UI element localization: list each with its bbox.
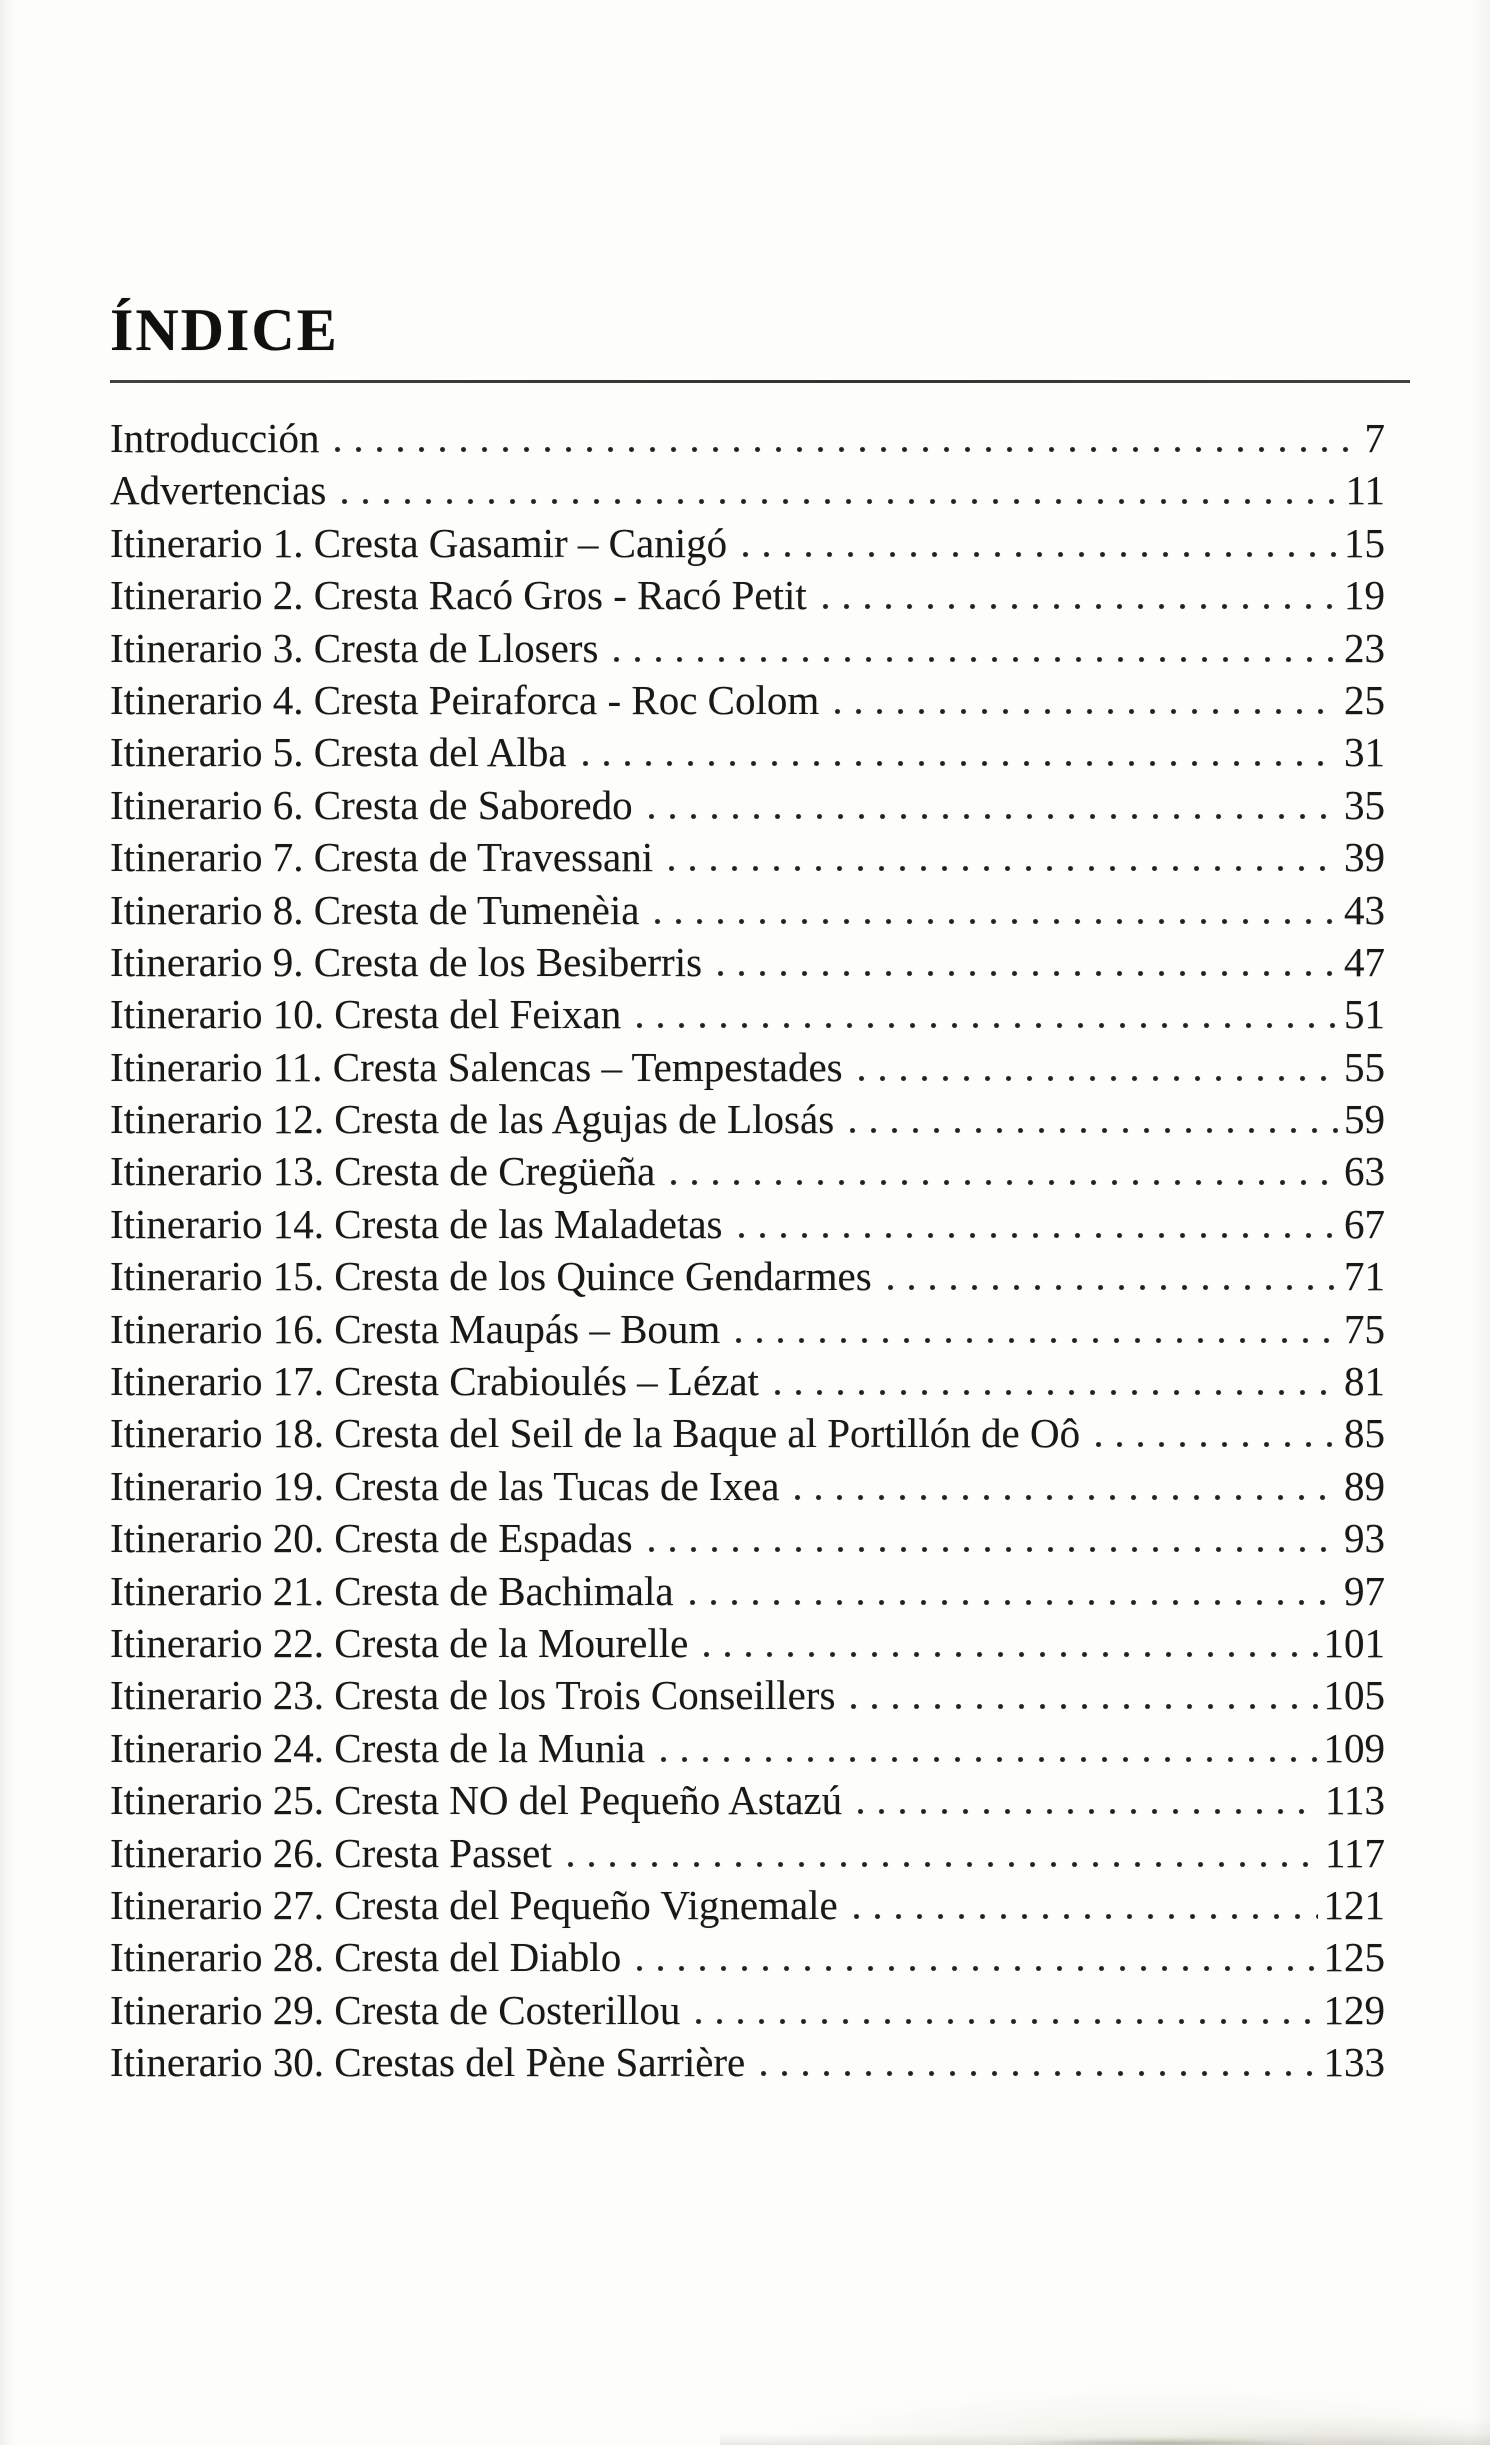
toc-entry-page: 117 [1325, 1829, 1385, 1876]
toc-entry [110, 1984, 1385, 2036]
toc-entry-label: Introducción [110, 415, 320, 461]
toc-entry-page: 113 [1325, 1777, 1385, 1824]
toc-entry-page: 121 [1323, 1881, 1385, 1928]
toc-entry-page: 59 [1344, 1096, 1385, 1143]
toc-entry-label: Itinerario 20. Cresta de Espadas [110, 1515, 633, 1562]
dot-leader [739, 1233, 1339, 1238]
toc-entry [110, 1093, 1385, 1145]
dot-leader [795, 1495, 1338, 1500]
dot-leader [649, 1547, 1338, 1552]
toc-entry [110, 1565, 1385, 1617]
toc-entry [110, 1145, 1385, 1197]
toc-entry [110, 831, 1385, 883]
toc-entry-page: 55 [1344, 1043, 1385, 1090]
toc-entry-label: Itinerario 17. Cresta Crabioulés – Lézat [110, 1358, 759, 1405]
dot-leader [637, 1023, 1338, 1028]
toc-entry-page: 11 [1345, 467, 1385, 514]
toc-entry [110, 988, 1385, 1040]
toc-entry [110, 1198, 1385, 1250]
toc-entry [110, 2036, 1385, 2088]
toc-entry-page: 67 [1344, 1200, 1385, 1247]
dot-leader [342, 499, 1339, 504]
toc-list [110, 412, 1410, 2089]
toc-entry-label: Itinerario 24. Cresta de la Munia [110, 1724, 646, 1771]
dot-leader [858, 1809, 1319, 1814]
toc-entry-page: 63 [1344, 1148, 1385, 1195]
toc-entry-page: 19 [1344, 572, 1385, 619]
dot-leader [649, 814, 1338, 819]
page-title: ÍNDICE [110, 297, 339, 363]
dot-leader [568, 1862, 1319, 1867]
toc-entry-page: 35 [1344, 781, 1385, 828]
toc-entry-label: Itinerario 19. Cresta de las Tucas de Ixea [110, 1462, 780, 1509]
toc-entry-page: 39 [1344, 834, 1385, 881]
toc-entry-label: Itinerario 4. Cresta Peiraforca - Roc Colom [110, 676, 820, 723]
toc-entry [110, 517, 1385, 569]
toc-entry-label: Itinerario 9. Cresta de los Besiberris [110, 938, 703, 985]
toc-entry-page: 89 [1344, 1462, 1385, 1509]
toc-entry-label: Advertencias [110, 467, 327, 514]
toc-entry-page: 71 [1344, 1253, 1385, 1300]
dot-leader [851, 1704, 1317, 1709]
toc-entry [110, 726, 1385, 778]
toc-entry-label: Itinerario 30. Crestas del Pène Sarrière [110, 2039, 746, 2086]
toc-entry-label: Itinerario 8. Cresta de Tumenèia [110, 886, 640, 933]
dot-leader [690, 1600, 1338, 1605]
toc-entry [110, 1879, 1385, 1931]
dot-leader [736, 1338, 1338, 1343]
toc-entry-label: Itinerario 2. Cresta Racó Gros - Racó Petit [110, 572, 807, 619]
toc-entry [110, 412, 1385, 464]
toc-entry [110, 674, 1385, 726]
toc-entry [110, 1931, 1385, 1983]
dot-leader [775, 1390, 1338, 1395]
toc-entry [110, 1041, 1385, 1093]
toc-entry-label: Itinerario 5. Cresta del Alba [110, 729, 567, 776]
toc-entry-page: 23 [1344, 624, 1385, 671]
toc-entry-page: 31 [1344, 729, 1385, 776]
toc-entry-label: Itinerario 12. Cresta de las Agujas de Llosás [110, 1096, 835, 1143]
toc-entry-page: 125 [1323, 1934, 1385, 1981]
toc-entry [110, 1250, 1385, 1302]
toc-entry-label: Itinerario 1. Cresta Gasamir – Canigó [110, 519, 728, 566]
toc-entry-label: Itinerario 7. Cresta de Travessani [110, 834, 654, 881]
dot-leader [583, 761, 1338, 766]
dot-leader [835, 709, 1338, 714]
toc-entry-page: 85 [1344, 1410, 1385, 1457]
toc-entry-label: Itinerario 21. Cresta de Bachimala [110, 1567, 674, 1614]
toc-entry-label: Itinerario 13. Cresta de Cregüeña [110, 1148, 656, 1195]
dot-leader [888, 1285, 1338, 1290]
toc-entry [110, 1355, 1385, 1407]
dot-leader [761, 2071, 1317, 2076]
dot-leader [614, 657, 1338, 662]
toc-entry-label: Itinerario 23. Cresta de los Trois Conseillers [110, 1672, 836, 1719]
toc-entry-page: 81 [1344, 1358, 1385, 1405]
toc-entry-label: Itinerario 15. Cresta de los Quince Gendarmes [110, 1253, 872, 1300]
dot-leader [669, 866, 1338, 871]
page-header [110, 294, 1410, 383]
toc-entry [110, 1722, 1385, 1774]
toc-entry-page: 97 [1344, 1567, 1385, 1614]
toc-entry-label: Itinerario 10. Cresta del Feixan [110, 991, 622, 1038]
toc-entry [110, 1774, 1385, 1826]
toc-entry-label: Itinerario 29. Cresta de Costerillou [110, 1986, 681, 2033]
toc-entry [110, 936, 1385, 988]
toc-entry-label: Itinerario 28. Cresta del Diablo [110, 1934, 622, 1981]
toc-entry [110, 622, 1385, 674]
toc-entry-page: 7 [1364, 415, 1385, 461]
toc-entry [110, 1669, 1385, 1721]
toc-entry-label: Itinerario 18. Cresta del Seil de la Baque al Portillón de Oô [110, 1410, 1081, 1457]
dot-leader [696, 2019, 1317, 2024]
toc-entry [110, 1827, 1385, 1879]
toc-entry [110, 884, 1385, 936]
dot-leader [1096, 1442, 1338, 1447]
dot-leader [743, 552, 1338, 557]
toc-entry-page: 25 [1344, 676, 1385, 723]
toc-entry [110, 1617, 1385, 1669]
toc-entry-page: 43 [1344, 886, 1385, 933]
dot-leader [704, 1652, 1317, 1657]
toc-entry-label: Itinerario 11. Cresta Salencas – Tempestades [110, 1043, 843, 1090]
toc-entry-label: Itinerario 6. Cresta de Saboredo [110, 781, 633, 828]
dot-leader [661, 1757, 1317, 1762]
toc-entry [110, 569, 1385, 621]
toc-entry [110, 464, 1385, 516]
toc-entry-page: 93 [1344, 1515, 1385, 1562]
dot-leader [671, 1180, 1338, 1185]
dot-leader [718, 971, 1338, 976]
toc-entry-page: 101 [1323, 1619, 1385, 1666]
toc-entry-label: Itinerario 27. Cresta del Pequeño Vignemale [110, 1881, 838, 1928]
toc-entry [110, 779, 1385, 831]
toc-entry [110, 1460, 1385, 1512]
toc-entry-page: 129 [1323, 1986, 1385, 2033]
dot-leader [850, 1128, 1338, 1133]
dot-leader [823, 604, 1338, 609]
toc-entry-page: 109 [1323, 1724, 1385, 1771]
dot-leader [859, 1076, 1338, 1081]
toc-entry [110, 1512, 1385, 1564]
toc-entry-label: Itinerario 16. Cresta Maupás – Boum [110, 1305, 721, 1352]
toc-entry-label: Itinerario 26. Cresta Passet [110, 1829, 552, 1876]
toc-entry [110, 1407, 1385, 1459]
toc-entry-page: 47 [1344, 938, 1385, 985]
scan-artifact [1010, 2438, 1310, 2445]
toc-entry-page: 75 [1344, 1305, 1385, 1352]
toc-entry-page: 15 [1344, 519, 1385, 566]
toc-entry-page: 51 [1344, 991, 1385, 1038]
toc-entry-page: 133 [1323, 2039, 1385, 2086]
dot-leader [637, 1966, 1317, 1971]
dot-leader [335, 447, 1358, 452]
dot-leader [655, 919, 1338, 924]
toc-entry-label: Itinerario 14. Cresta de las Maladetas [110, 1200, 723, 1247]
toc-entry [110, 1303, 1385, 1355]
dot-leader [854, 1914, 1318, 1919]
toc-entry-label: Itinerario 25. Cresta NO del Pequeño Astazú [110, 1777, 843, 1824]
toc-entry-page: 105 [1323, 1672, 1385, 1719]
toc-entry-label: Itinerario 22. Cresta de la Mourelle [110, 1619, 689, 1666]
title-divider [110, 380, 1410, 383]
toc-entry-label: Itinerario 3. Cresta de Llosers [110, 624, 599, 671]
